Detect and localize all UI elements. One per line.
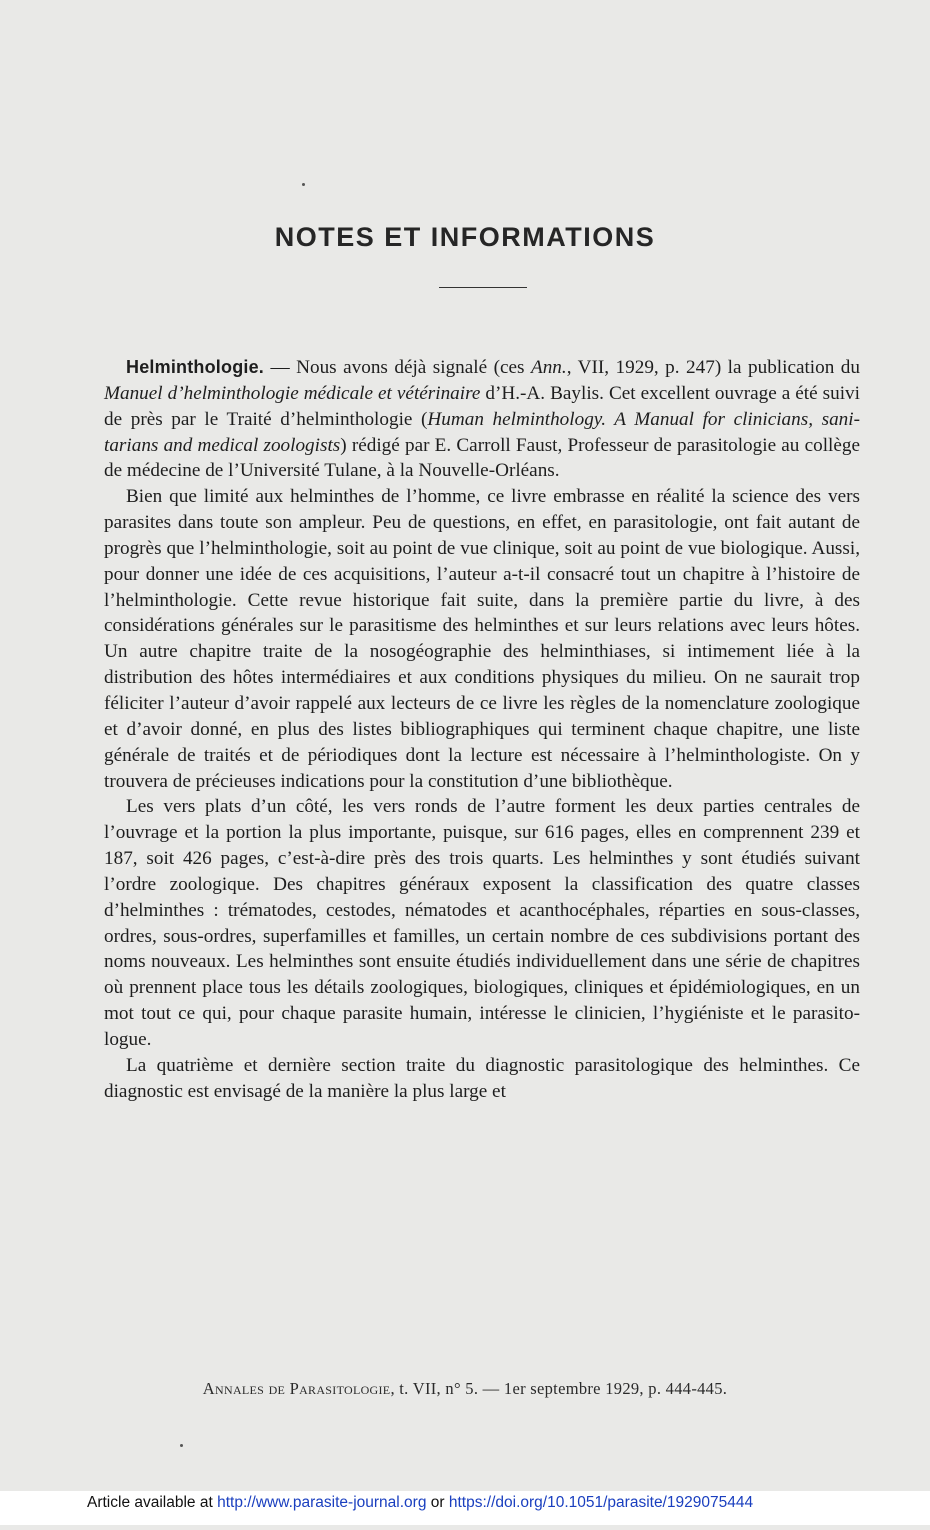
article-body: [104, 355, 860, 1104]
availability-line: Article available at http://www.parasite-journal.org or https://doi.org/10.1051/parasite/1929075444: [87, 1494, 754, 1511]
journal-citation: [0, 1379, 930, 1399]
scan-speck: [302, 183, 305, 186]
paragraph-3: Les vers plats d’un côté, les vers ronds de l’autre forment les deux parties centrales de l’ouvrage et la portion la plus importante, puisque, sur 616 pages, elles en comprennent 239 et 187, soit 426 pages, c’est-à-dire près des trois quarts. Les helminthes y sont étudiés suivant l’ordre zoologique. Des chapitres généraux exposent la classification des quatre classes d’helminthes : trématodes, cestodes, nématodes et acanthocéphales, réparties en sous-classes, ordres, sous-ordres, superfamilles et familles, un certain nombre de ces subdivisions portant des noms nouveaux. Les helminthes sont ensuite étudiés individuellement dans une série de chapitres où prennent place tous les détails zoologiques, biologiques, cliniques et épidémiologiques, en un mot tout ce qui, pour chaque parasite humain, intéresse le clinicien, l’hygiéniste et le parasitologue.: [104, 796, 860, 1050]
journal-name: Annales de Parasitologie: [202, 1379, 391, 1398]
paragraph-2: Bien que limité aux helminthes de l’homme, ce livre embrasse en réalité la science des vers parasites dans toute son ampleur. Peu de questions, en effet, en parasitologie, ont fait autant de progrès que l’helminthologie, soit au point de vue clinique, soit au point de vue biologique. Aussi, pour donner une idée de ces acquisitions, l’auteur a-t-il consacré tout un chapitre à l’histoire de l’helminthologie. Cette revue historique fait suite, dans la première partie du livre, à des considérations générales sur le parasitisme des helminthes et sur leurs relations avec leurs hôtes. Un autre chapitre traite de la nosogéographie des helminthiases, si intimement liée à la distribution des hôtes intermédiaires et aux conditions physiques du milieu. On ne saurait trop féliciter l’auteur d’avoir rappelé aux lecteurs de ce livre les règles de la nomenclature zoologique et d’avoir donné, en plus des listes bibliographiques qui terminent chaque chapitre, une liste générale de traités et de périodiques dont la lecture est nécessaire à l’helminthologiste. On y trouvera de précieuses indications pour la constitution d’une bibliothèque.: [104, 486, 860, 792]
section-heading: Helminthologie.: [126, 357, 264, 377]
journal-link[interactable]: http://www.parasite-journal.org: [217, 1494, 427, 1511]
citation-details: , t. VII, n° 5. — 1er septembre 1929, p. 444-445.: [390, 1379, 728, 1398]
paragraph-1: Helminthologie. — Nous avons déjà signalé (ces Ann., VII, 1929, p. 247) la publication du Manuel d’helminthologie médicale et vétérinaire d’H.-A. Baylis. Cet excellent ouvrage a été suivi de près par le Traité d’helminthologie (Human helminthology. A Manual for clinicians, sanitarians and medical zoologists) rédigé par E. Carroll Faust, Professeur de parasitologie au collège de médecine de l’Université Tulane, à la Nouvelle-Orléans.: [104, 357, 860, 482]
doi-link[interactable]: https://doi.org/10.1051/parasite/1929075444: [448, 1494, 754, 1511]
page-title: NOTES ET INFORMATIONS: [274, 222, 656, 252]
paragraph-4: La quatrième et dernière section traite du diagnostic parasitologique des helminthes. Ce diagnostic est envisagé de la manière la plus large et: [104, 1054, 860, 1102]
scan-speck: [180, 1444, 183, 1447]
title-rule: [439, 287, 527, 288]
